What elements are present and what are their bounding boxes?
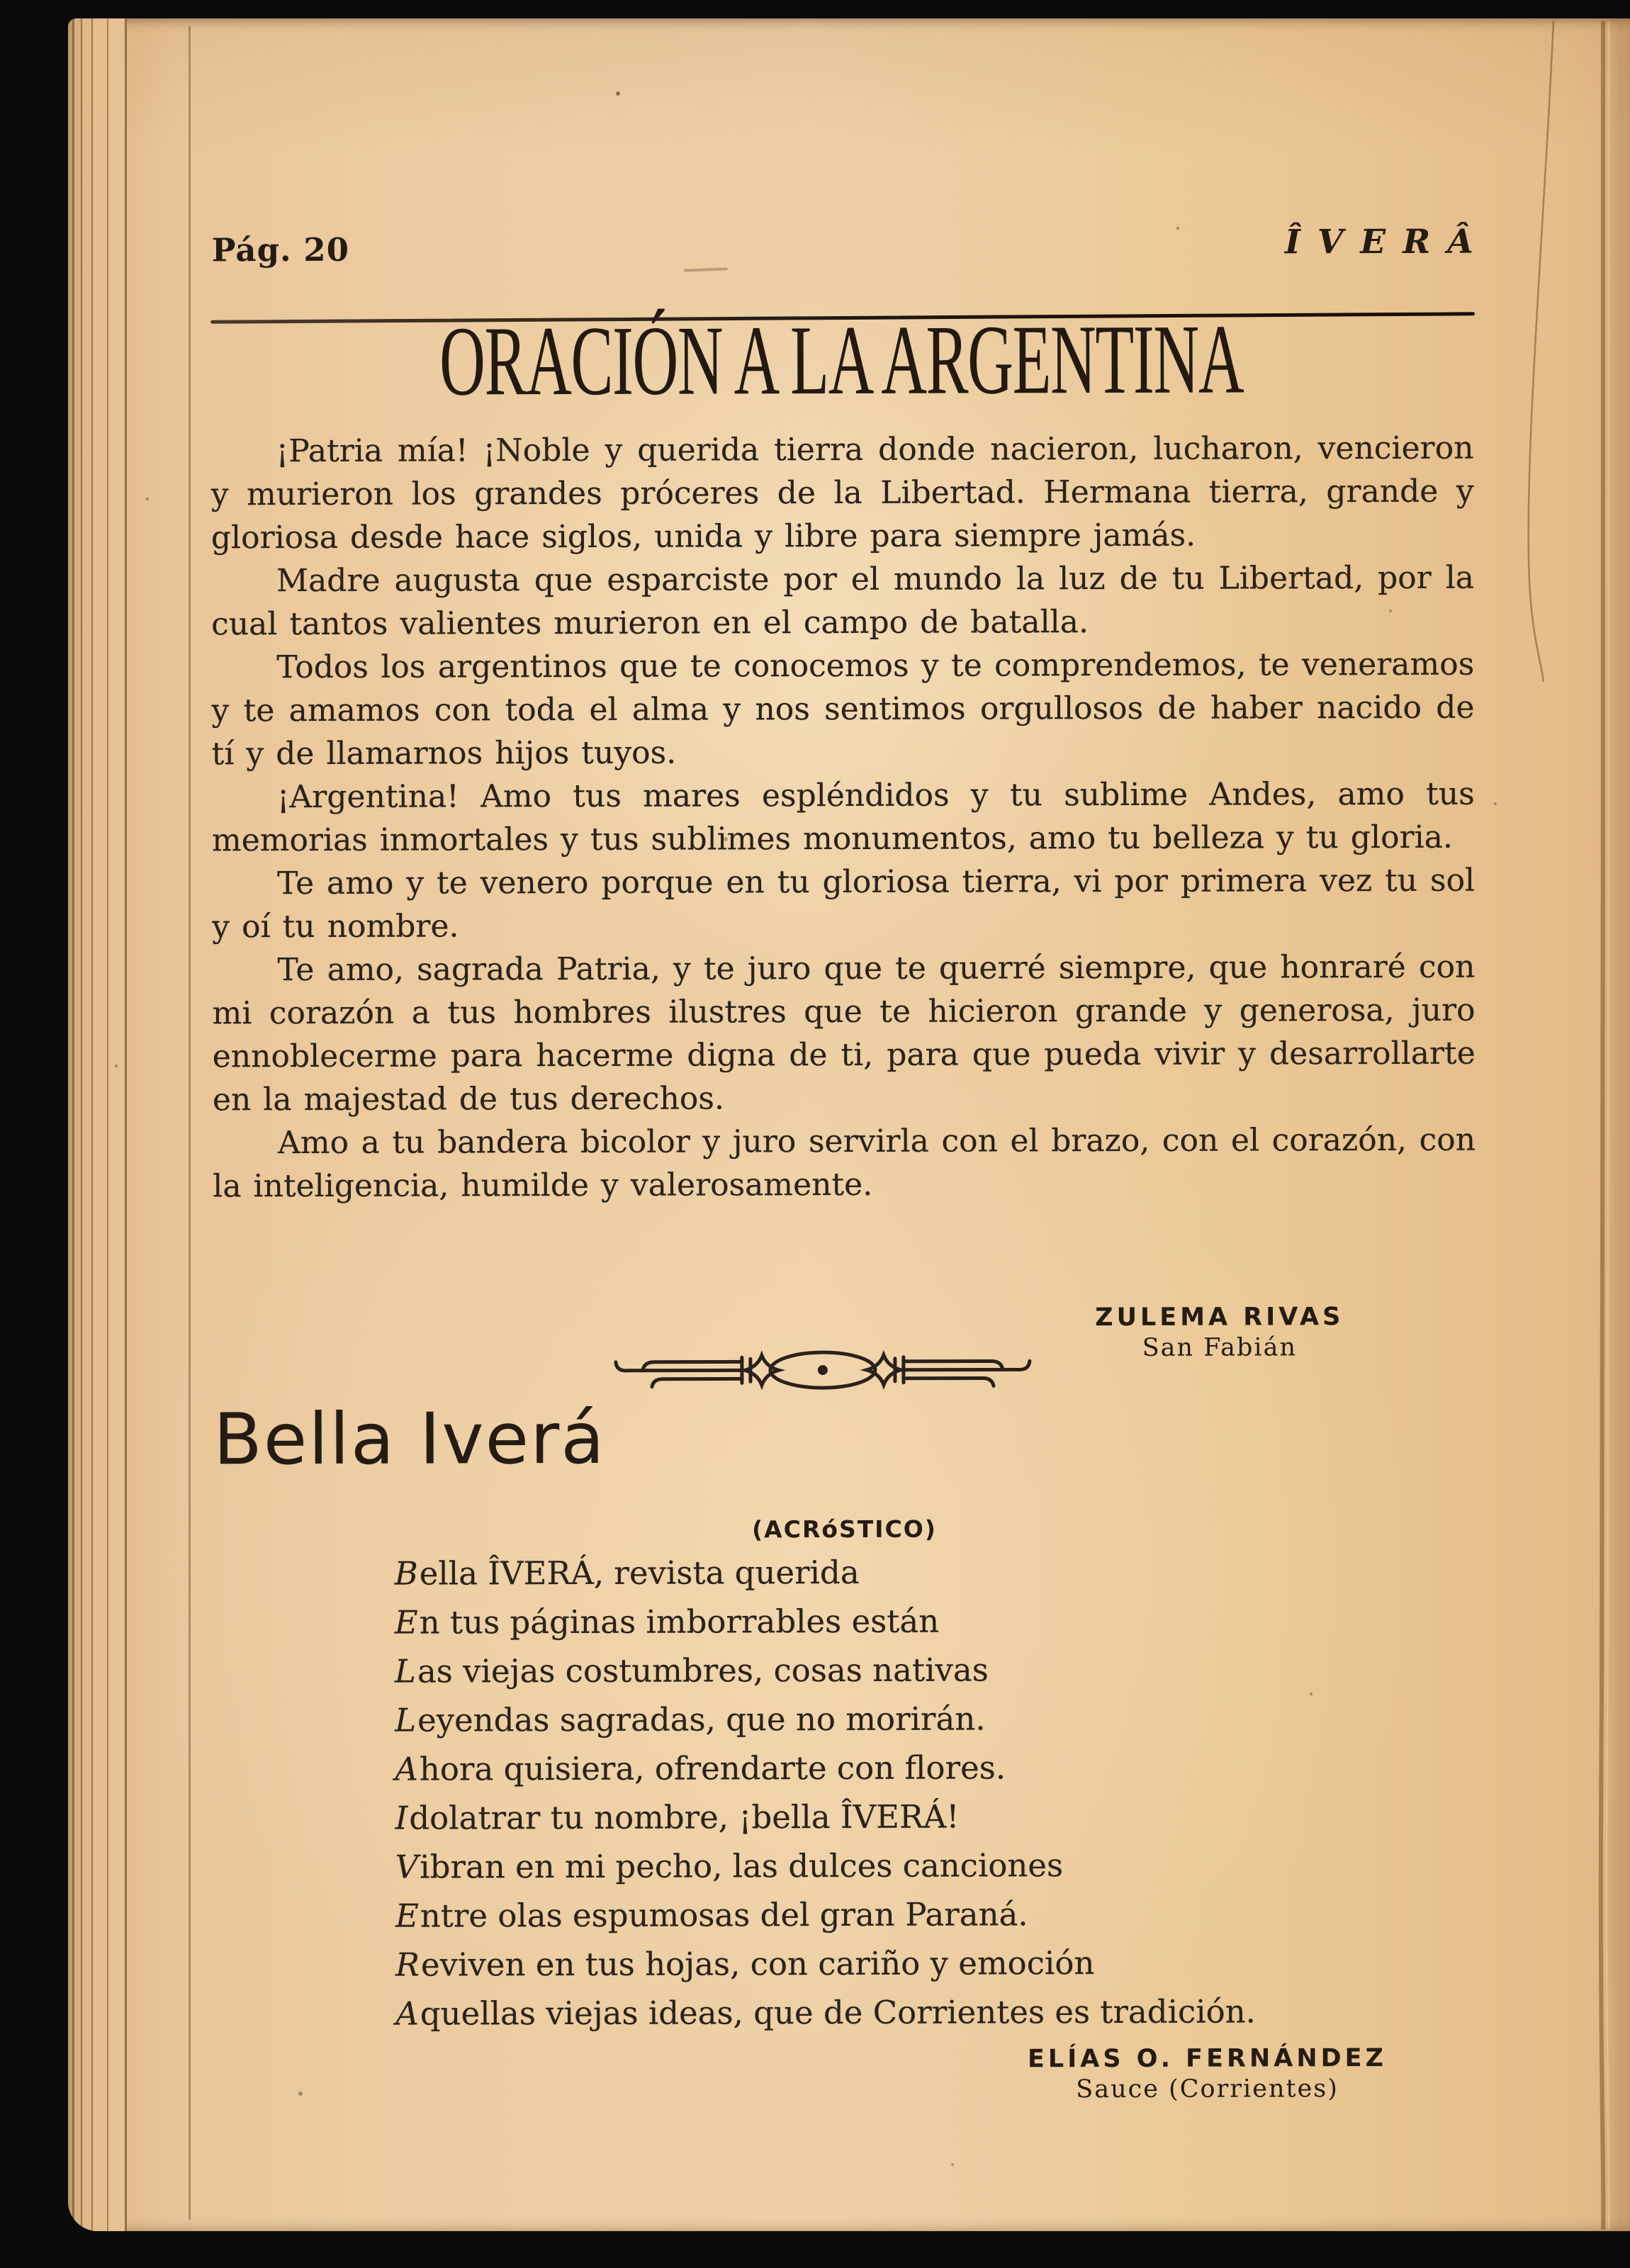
article-signature-place: San Fabián: [1142, 1333, 1298, 1362]
poem-line: [395, 1743, 1255, 1794]
poem-line-text: n tus páginas imborrables están: [419, 1602, 940, 1641]
poem-line-text: dolatrar tu nombre, ¡bella ÎVERÁ!: [409, 1797, 960, 1837]
masthead-title: ÎVERÂ: [1284, 222, 1490, 262]
article-paragraph: Madre augusta que esparciste por el mundo la luz de tu Libertad, por la cual tantos valientes murieron en el campo de batalla.: [211, 559, 1475, 643]
page-content: [65, 16, 1630, 2233]
article-paragraph: Te amo, sagrada Patria, y te juro que te querré siempre, que honraré con mi corazón a tus hombres ilustres que te hicieron grande y generosa, juro ennoblecerme para hacerme digna de ti, para que pueda vivir y desarrollarte en la majestad de tus derechos.: [212, 948, 1476, 1118]
paper-speckles: [0, 0, 3, 3]
poem-line: [395, 1547, 1255, 1598]
acrostic-poem: [395, 1547, 1256, 2038]
article-signature-name: ZULEMA RIVAS: [1095, 1303, 1344, 1332]
poem-line: [395, 1792, 1255, 1843]
poem-signature-place: Sauce (Corrientes): [1076, 2075, 1339, 2104]
poem-acrostic-letter: V: [395, 1848, 419, 1886]
article-paragraph: Amo a tu bandera bicolor y juro servirla con el brazo, con el corazón, con la inteligencia, humilde y valerosamente.: [213, 1121, 1476, 1205]
article-paragraph: Te amo y te venero porque en tu gloriosa tierra, vi por primera vez tu sol y oí tu nombre.: [212, 862, 1476, 945]
poem-line: [395, 1841, 1256, 1892]
poem-line-text: quellas viejas ideas, que de Corrientes es tradición.: [420, 1992, 1257, 2033]
poem-subtitle: (ACRóSTICO): [752, 1515, 937, 1544]
poem-acrostic-letter: B: [394, 1554, 418, 1593]
poem-line: [395, 1645, 1255, 1696]
section-divider-ornament: [589, 1349, 1057, 1391]
poem-acrostic-letter: L: [395, 1701, 417, 1739]
poem-acrostic-letter: I: [395, 1799, 408, 1837]
poem-acrostic-letter: E: [394, 1603, 418, 1641]
poem-line: [395, 1938, 1256, 1989]
poem-line-text: eyendas sagradas, que no morirán.: [417, 1700, 986, 1739]
poem-signature: [1008, 2043, 1405, 2104]
poem-line-text: ntre olas espumosas del gran Paraná.: [420, 1895, 1028, 1935]
article-signature: [1042, 1301, 1397, 1363]
poem-acrostic-letter: R: [395, 1946, 420, 1984]
poem-line: [395, 1987, 1256, 2038]
poem-line-text: as viejas costumbres, cosas nativas: [417, 1651, 989, 1690]
page-number: Pág. 20: [211, 230, 350, 269]
page-header: [210, 221, 1490, 281]
poem-acrostic-letter: L: [394, 1652, 416, 1690]
poem-signature-name: ELÍAS O. FERNÁNDEZ: [1027, 2044, 1387, 2074]
article-paragraph: ¡Argentina! Amo tus mares espléndidos y tu sublime Andes, amo tus memorias inmortales y tus sublimes monumentos, amo tu belleza y tu gloria.: [211, 775, 1475, 859]
page-sheet: [68, 18, 1630, 2231]
article-title: [210, 306, 1472, 416]
poem-line-text: eviven en tus hojas, con cariño y emoción: [420, 1944, 1095, 1984]
poem-acrostic-letter: E: [395, 1897, 419, 1935]
poem-acrostic-letter: A: [395, 1750, 418, 1788]
poem-line-text: ella ÎVERÁ, revista querida: [419, 1553, 860, 1593]
poem-acrostic-letter: A: [395, 1994, 419, 2033]
poem-line: [395, 1890, 1256, 1941]
poem-line-text: ibran en mi pecho, las dulces canciones: [420, 1846, 1064, 1886]
poem-line-text: hora quisiera, ofrendarte con flores.: [419, 1748, 1006, 1788]
article-body: [210, 427, 1476, 1208]
article-paragraph: Todos los argentinos que te conocemos y te comprendemos, te veneramos y te amamos con toda el alma y nos sentimos orgullosos de haber nacido de tí y de llamarnos hijos tuyos.: [211, 646, 1475, 773]
article-title-text: ORACIÓN A LA ARGENTINA: [439, 304, 1244, 417]
article-paragraph: ¡Patria mía! ¡Noble y querida tierra donde nacieron, lucharon, vencieron y murieron los grandes próceres de la Libertad. Hermana tierra, grande y gloriosa desde hace siglos, unida y libre para siempre jamás.: [210, 430, 1474, 556]
poem-line: [395, 1596, 1255, 1647]
poem-title: Bella Iverá: [213, 1396, 606, 1481]
poem-line: [395, 1694, 1255, 1745]
